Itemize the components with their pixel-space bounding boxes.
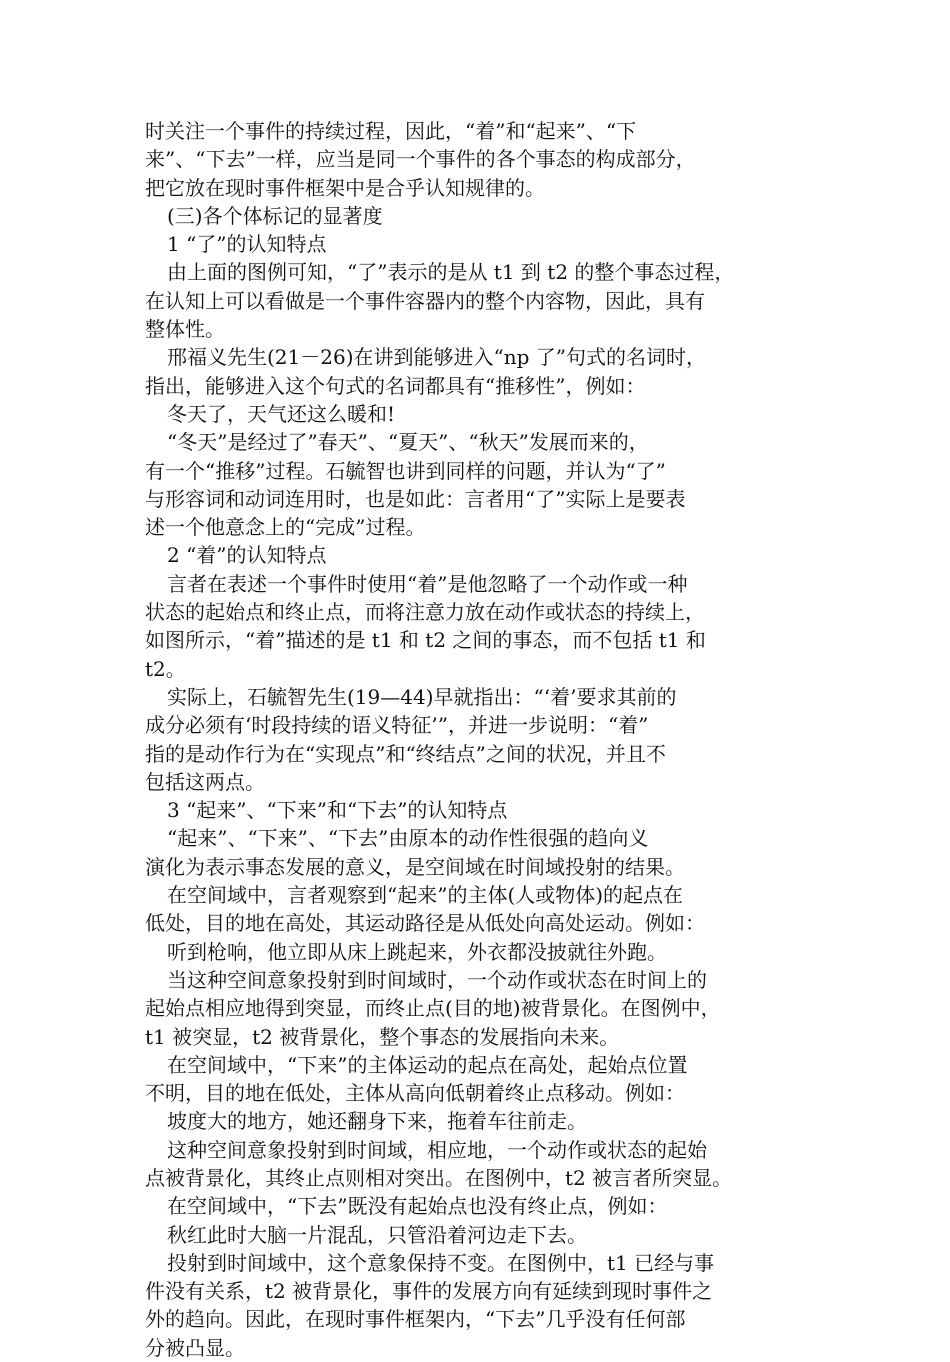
text-line: 不明，目的地在低处，主体从高向低朝着终止点移动。例如：: [145, 1081, 685, 1106]
text-line: 坡度大的地方，她还翻身下来，拖着车往前走。: [167, 1109, 587, 1134]
text-line: 2 “着”的认知特点: [167, 543, 327, 568]
text-line: 时关注一个事件的持续过程，因此，“着”和“起来”、“下: [145, 119, 637, 143]
text-line: 3 “起来”、“下来”和“下去”的认知特点: [167, 798, 508, 823]
text-line: 在认知上可以看做是一个事件容器内的整个内容物，因此，具有: [145, 288, 705, 313]
text-line: 分被凸显。: [145, 1335, 245, 1360]
text-line: 状态的起始点和终止点，而将注意力放在动作或状态的持续上，: [145, 600, 705, 625]
text-line: 如图所示，“着”描述的是 t1 和 t2 之间的事态，而不包括 t1 和: [145, 628, 706, 653]
text-line: “冬天”是经过了”春天”、“夏天”、“秋天”发展而来的，: [167, 430, 649, 455]
text-line: 有一个“推移”过程。石毓智也讲到同样的问题，并认为“了”: [145, 458, 666, 483]
text-line: 把它放在现时事件框架中是合乎认知规律的。: [145, 175, 545, 200]
text-line: 述一个他意念上的“完成”过程。: [145, 515, 426, 540]
text-line: 外的趋向。因此，在现时事件框架内，“下去”几乎没有任何部: [145, 1307, 686, 1332]
text-line: 投射到时间域中，这个意象保持不变。在图例中，t1 已经与事: [167, 1250, 715, 1275]
text-line: t2。: [145, 656, 186, 681]
text-line: 指出，能够进入这个句式的名词都具有“推移性”，例如：: [145, 373, 646, 398]
text-line: (三)各个体标记的显著度: [167, 203, 383, 228]
text-line: “起来”、“下来”、“下去”由原本的动作性很强的趋向义: [167, 826, 649, 851]
text-line: 在空间域中，言者观察到“起来”的主体(人或物体)的起点在: [167, 883, 684, 908]
text-line: 来”、“下去”一样，应当是同一个事件的各个事态的构成部分，: [145, 147, 696, 172]
text-line: 在空间域中，“下来”的主体运动的起点在高处，起始点位置: [167, 1052, 688, 1077]
text-line: 与形容词和动词连用时，也是如此：言者用“了”实际上是要表: [145, 486, 686, 511]
document-body: [145, 117, 805, 1362]
text-line: 成分必须有‘时段持续的语义特征’”，并进一步说明：“着”: [145, 713, 649, 738]
text-line: 1 “了”的认知特点: [167, 232, 327, 257]
text-line: 听到枪响，他立即从床上跳起来，外衣都没披就往外跑。: [167, 939, 667, 964]
text-line: 这种空间意象投射到时间域，相应地，一个动作或状态的起始: [167, 1137, 707, 1162]
text-line: 实际上，石毓智先生(19—44)早就指出：“‘着’要求其前的: [167, 684, 677, 709]
text-line: 由上面的图例可知，“了”表示的是从 t1 到 t2 的整个事态过程，: [167, 260, 735, 285]
text-line: 言者在表述一个事件时使用“着”是他忽略了一个动作或一种: [167, 571, 688, 596]
text-line: 点被背景化，其终止点则相对突出。在图例中，t2 被言者所突显。: [145, 1165, 733, 1190]
text-line: 低处，目的地在高处，其运动路径是从低处向高处运动。例如：: [145, 911, 705, 936]
text-line: t1 被突显，t2 被背景化，整个事态的发展指向未来。: [145, 1024, 620, 1049]
text-line: 邢福义先生(21－26)在讲到能够进入“np 了”句式的名词时，: [167, 345, 706, 370]
text-line: 整体性。: [145, 317, 225, 342]
text-line: 演化为表示事态发展的意义，是空间域在时间域投射的结果。: [145, 854, 685, 879]
text-line: 件没有关系，t2 被背景化，事件的发展方向有延续到现时事件之: [145, 1279, 713, 1304]
text-line: 冬天了，天气还这么暖和!: [167, 401, 396, 426]
text-line: 起始点相应地得到突显，而终止点(目的地)被背景化。在图例中，: [145, 996, 721, 1021]
text-line: 秋红此时大脑一片混乱，只管沿着河边走下去。: [167, 1222, 587, 1247]
text-line: 指的是动作行为在“实现点”和“终结点”之间的状况，并且不: [145, 741, 666, 766]
text-line: 当这种空间意象投射到时间域时，一个动作或状态在时间上的: [167, 967, 707, 992]
text-line: 包括这两点。: [145, 769, 265, 794]
text-line: 在空间域中，“下去”既没有起始点也没有终止点，例如：: [167, 1194, 668, 1219]
